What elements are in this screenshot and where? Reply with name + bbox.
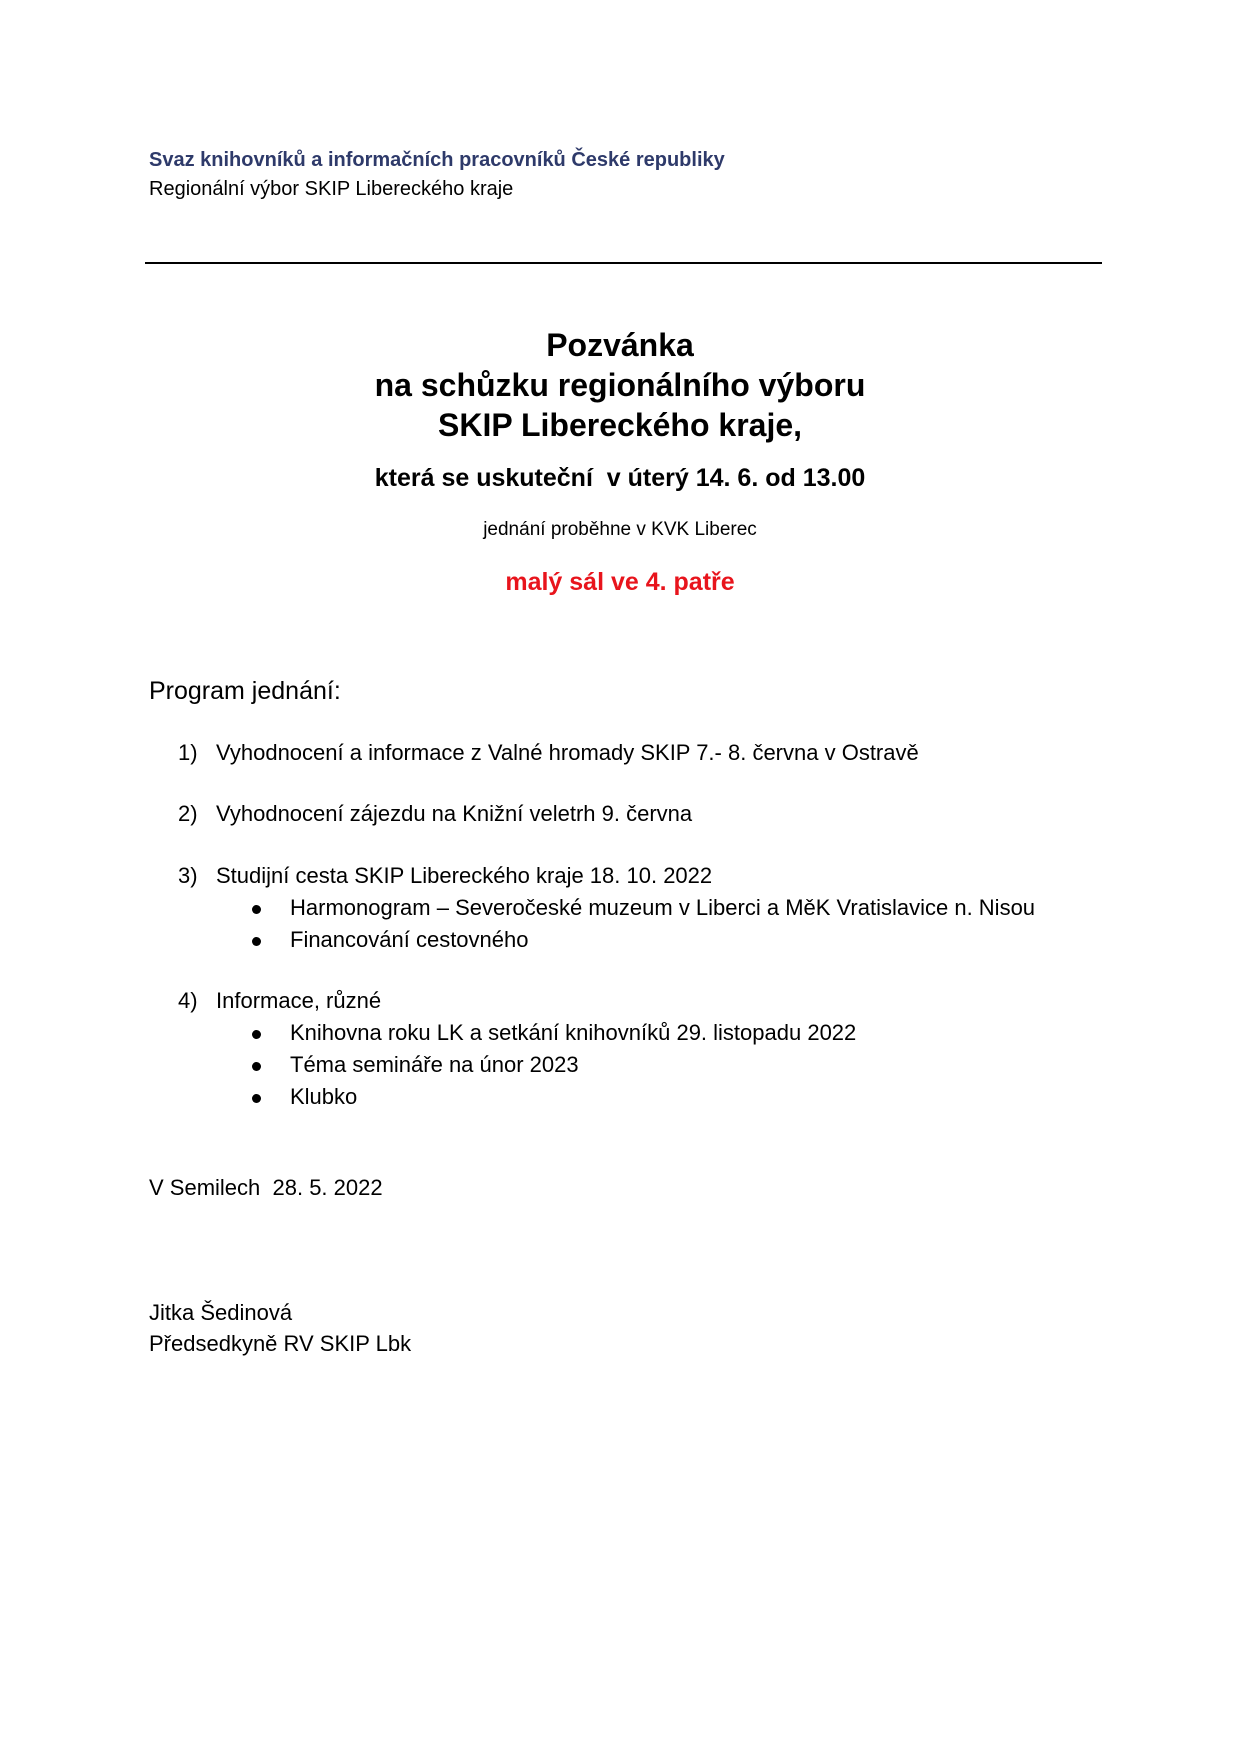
program-item-number: 1) xyxy=(178,740,198,765)
program-subitem-text: Knihovna roku LK a setkání knihovníků 29. listopadu 2022 xyxy=(290,1020,857,1045)
meeting-location: jednání proběhne v KVK Liberec xyxy=(483,519,757,540)
program-item-1 xyxy=(178,740,919,766)
program-item-number: 2) xyxy=(178,801,198,826)
title-line-1: Pozvánka xyxy=(546,327,694,363)
title-line-3: SKIP Libereckého kraje, xyxy=(437,407,803,443)
program-item-text: Studijní cesta SKIP Libereckého kraje 18. 10. 2022 xyxy=(216,863,713,888)
program-item-4 xyxy=(178,988,382,1014)
program-subitem-text: Harmonogram – Severočeské muzeum v Liberci a MěK Vratislavice n. Nisou xyxy=(290,895,1036,920)
program-item-number: 4) xyxy=(178,988,198,1013)
meeting-room: malý sál ve 4. patře xyxy=(505,568,735,596)
program-item-2 xyxy=(178,801,693,827)
meeting-date-time: která se uskuteční v úterý 14. 6. od 13.00 xyxy=(374,464,866,492)
program-item-3 xyxy=(178,863,713,889)
title-line-2: na schůzku regionálního výboru xyxy=(374,367,866,403)
committee-name: Regionální výbor SKIP Libereckého kraje xyxy=(149,178,514,200)
invitation-title xyxy=(0,325,1240,445)
signatory-role: Předsedkyně RV SKIP Lbk xyxy=(149,1331,412,1356)
organization-name: Svaz knihovníků a informačních pracovníků České republiky xyxy=(149,149,725,171)
bullet-icon xyxy=(252,1094,261,1103)
program-subitem-text: Téma semináře na únor 2023 xyxy=(290,1052,579,1077)
program-item-number: 3) xyxy=(178,863,198,888)
program-item-text: Vyhodnocení zájezdu na Knižní veletrh 9. června xyxy=(216,801,693,826)
bullet-icon xyxy=(252,1030,261,1039)
bullet-icon xyxy=(252,905,261,914)
program-subitem-text: Financování cestovného xyxy=(290,927,529,952)
program-subitem-text: Klubko xyxy=(290,1084,358,1109)
program-heading: Program jednání: xyxy=(149,677,341,705)
program-item-text: Vyhodnocení a informace z Valné hromady SKIP 7.- 8. června v Ostravě xyxy=(216,740,919,765)
signatory-name: Jitka Šedinová xyxy=(149,1300,293,1325)
program-item-text: Informace, různé xyxy=(216,988,382,1013)
header-divider xyxy=(145,262,1102,264)
place-and-date: V Semilech 28. 5. 2022 xyxy=(149,1175,383,1200)
bullet-icon xyxy=(252,1062,261,1071)
bullet-icon xyxy=(252,937,261,946)
